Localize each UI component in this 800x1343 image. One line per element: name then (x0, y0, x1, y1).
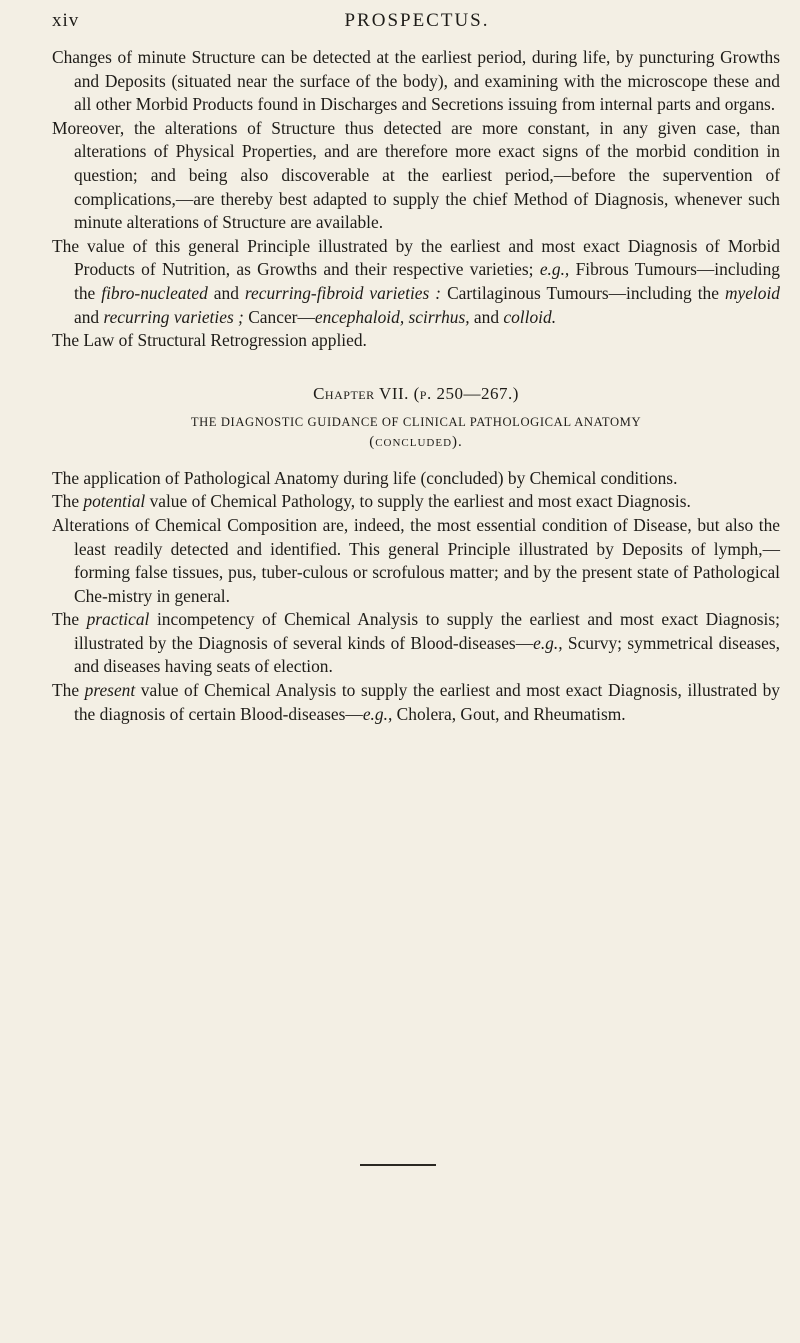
text-run: Cartilaginous Tumours—including the (441, 282, 725, 303)
body-text (52, 46, 780, 726)
paragraph-structure-alterations: Moreover, the alterations of Structure thus detected are more constant, in any given case, than alterations of Physical Properties, and are therefore more exact signs of the morbid condition in question; and being also discoverable at the earliest period,—before the supervention of complications,—are thereby best adapted to supply the chief Method of Diagnosis, whenever such minute alterations of Structure are available. (52, 117, 780, 233)
end-rule (360, 1164, 436, 1166)
page-number: xiv (52, 10, 80, 31)
italic-run: recurring-fibroid varieties : (244, 282, 442, 303)
italic-run: encephaloid, scirrhus, (314, 306, 470, 327)
italic-run: practical (86, 609, 150, 630)
paragraph-structure-changes: Changes of minute Structure can be detected at the earliest period, during life, by puncturing Growths and Deposits (situated near the surface of the body), and examining with the microscope these and all other Morbid Products found in Discharges and Secretions issuing from internal parts and organs. (52, 47, 780, 115)
text-run: value of Chemical Analysis to supply the earliest and most exact Diagnosis, illustrated by the diagnosis of certain Blood-diseases— (74, 680, 781, 724)
text-run: value of Chemical Pathology, to supply the earliest and most exact Diagnosis. (145, 491, 691, 512)
italic-run: potential (83, 491, 146, 512)
page-title: PROSPECTUS. (344, 10, 490, 31)
running-head (52, 10, 782, 34)
paragraph-present-value (52, 679, 780, 726)
text-run: Scurvy; symmetrical diseases, and diseases having seats of election. (74, 632, 780, 677)
paragraph-application: The application of Pathological Anatomy during life (concluded) by Chemical conditions. (52, 467, 678, 488)
italic-run: e.g., (539, 259, 570, 280)
paragraph-general-principle (52, 235, 780, 329)
text-run: incompetency of Chemical Analysis to supply the earliest and most exact Diagnosis; illustrated by the Diagnosis of several kinds of Blood-diseases— (74, 609, 780, 653)
italic-run: myeloid (724, 282, 780, 303)
chapter-heading: Chapter VII. (p. 250—267.) (313, 383, 519, 403)
text-run: and (469, 306, 504, 327)
italic-run: fibro-nucleated (101, 282, 208, 303)
text-run: The (52, 491, 84, 512)
chapter-subheading: THE DIAGNOSTIC GUIDANCE OF CLINICAL PATHOLOGICAL ANATOMY (190, 414, 642, 429)
italic-run: recurring varieties ; (103, 306, 244, 327)
italic-run: e.g., (533, 632, 563, 653)
text-run: The value of this general Principle illustrated by the earliest and most exact Diagnosis of Morbid Products of Nutrition, as Growths and their respective varieties; (52, 235, 780, 280)
chapter-subheading-concluded: (concluded). (369, 433, 463, 450)
text-run: The (52, 680, 85, 701)
text-run: Cancer— (243, 306, 315, 327)
text-run: and (74, 306, 104, 327)
italic-run: present (84, 680, 136, 701)
italic-run: colloid. (503, 306, 557, 327)
paragraph-practical-incompetency (52, 608, 780, 679)
text-run: The (52, 609, 87, 630)
text-run: Fibrous Tumours—including the (74, 259, 780, 303)
paragraph-potential-value (52, 490, 780, 514)
paragraph-chemical-composition: Alterations of Chemical Composition are, indeed, the most essential condition of Disease, but also the least readily detected and identified. This general Principle illustrated by Deposits of lymph,—forming false tissues, pus, tuber-culous or scrofulous matter; and by the present state of Pathological Che-mistry in general. (52, 514, 780, 606)
text-run: and (207, 282, 245, 303)
text-run: Cholera, Gout, and Rheumatism. (392, 703, 626, 724)
paragraph-structural-retrogression: The Law of Structural Retrogression applied. (52, 330, 367, 351)
italic-run: e.g., (362, 703, 393, 724)
